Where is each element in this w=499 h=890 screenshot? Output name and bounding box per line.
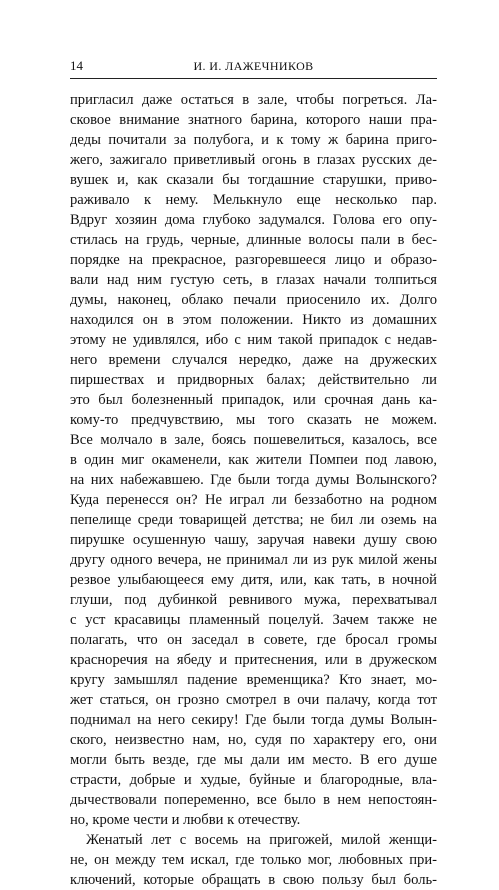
text-line: кругу замышлял падение временщика? Кто знает, мо- (70, 672, 437, 688)
text-line: но, кроме чести и любви к отечеству. (70, 812, 301, 828)
text-line: поднимал на него секиру! Где были тогда думы Волын- (70, 712, 437, 728)
text-line: этому не удивлялся, ибо с ним такой припадок с недав- (70, 332, 437, 348)
text-line: сковое внимание знатного барина, которого наши пра- (70, 112, 437, 128)
text-line: него времени случался нередко, даже на дружеских (70, 352, 437, 368)
body-text (70, 90, 437, 890)
text-line: деды почитали за полубога, и к тому ж барина приго- (70, 132, 437, 148)
text-line: пепелище среди товарищей детства; не бил ли оземь на (70, 512, 437, 528)
text-line: думы, наконец, облако печали приосенило их. Долго (70, 292, 437, 308)
text-line: раживало к нему. Мелькнуло еще несколько пар. (70, 192, 437, 208)
text-line: могли быть везде, где мы дали им место. В его душе (70, 752, 437, 768)
text-line: пирушке осушенную чашу, заручая навеки душу свою (70, 532, 437, 548)
text-line: жего, зажигало приветливый огонь в глазах русских де- (70, 152, 437, 168)
page-header (70, 58, 437, 74)
text-line: жет статься, он грозно смотрел в очи палачу, когда тот (70, 692, 437, 708)
text-line: дычествовали попеременно, все было в нем непостоян- (70, 792, 437, 808)
text-line: кому-то предчувствию, мы того сказать не можем. (70, 412, 437, 428)
text-line: ского, неизвестно нам, но, судя по характеру его, они (70, 732, 437, 748)
text-line: пригласил даже остаться в зале, чтобы погреться. Ла- (70, 92, 437, 108)
text-line: резвое улыбающееся ему дитя, или, как тать, в ночной (70, 572, 437, 588)
text-line: вушек и, как сказали бы тогдашние старушки, приво- (70, 172, 437, 188)
text-line: стилась на грудь, черные, длинные волосы пали в бес- (70, 232, 437, 248)
text-line: с уст красавицы пламенный поцелуй. Зачем также не (70, 612, 437, 628)
text-line: вали над ним густую сеть, в глазах начали толпиться (70, 272, 437, 288)
text-line: ключений, которые обращать в свою пользу был боль- (70, 872, 437, 888)
text-line: не, он между тем искал, где только мог, любовных при- (70, 852, 437, 868)
text-line: это был болезненный припадок, или срочная дань ка- (70, 392, 437, 408)
header-rule (70, 78, 437, 79)
text-line: Женатый лет с восемь на пригожей, милой женщи- (86, 832, 437, 848)
text-line: страсти, добрые и худые, буйные и благородные, вла- (70, 772, 437, 788)
running-title: И. И. ЛАЖЕЧНИКОВ (193, 59, 314, 73)
page-number: 14 (70, 58, 83, 73)
text-line: порядке на прекрасное, разгоревшееся лицо и образо- (70, 252, 437, 268)
text-line: красноречия на ябеду и притеснения, или в дружеском (70, 652, 437, 668)
text-line: Все молчало в зале, боясь пошевелиться, казалось, все (70, 432, 437, 448)
text-line: полагать, что он заседал в совете, где бросал громы (70, 632, 437, 648)
text-line: находился он в этом положении. Никто из домашних (70, 312, 437, 328)
text-line: Куда перенесся он? Не играл ли беззаботно на родном (70, 492, 437, 508)
text-line: Вдруг хозяин дома глубоко задумался. Голова его опу- (70, 212, 437, 228)
text-line: другу одного вечера, не принимал ли из рук милой жены (70, 552, 437, 568)
text-line: на них набежавшею. Где были тогда думы Волынского? (70, 472, 437, 488)
text-line: пиршествах и придворных балах; действительно ли (70, 372, 437, 388)
text-line: глуши, под дубинкой ревнивого мужа, перехватывал (70, 592, 437, 608)
text-line: в один миг окаменели, как жители Помпеи под лавою, (70, 452, 437, 468)
